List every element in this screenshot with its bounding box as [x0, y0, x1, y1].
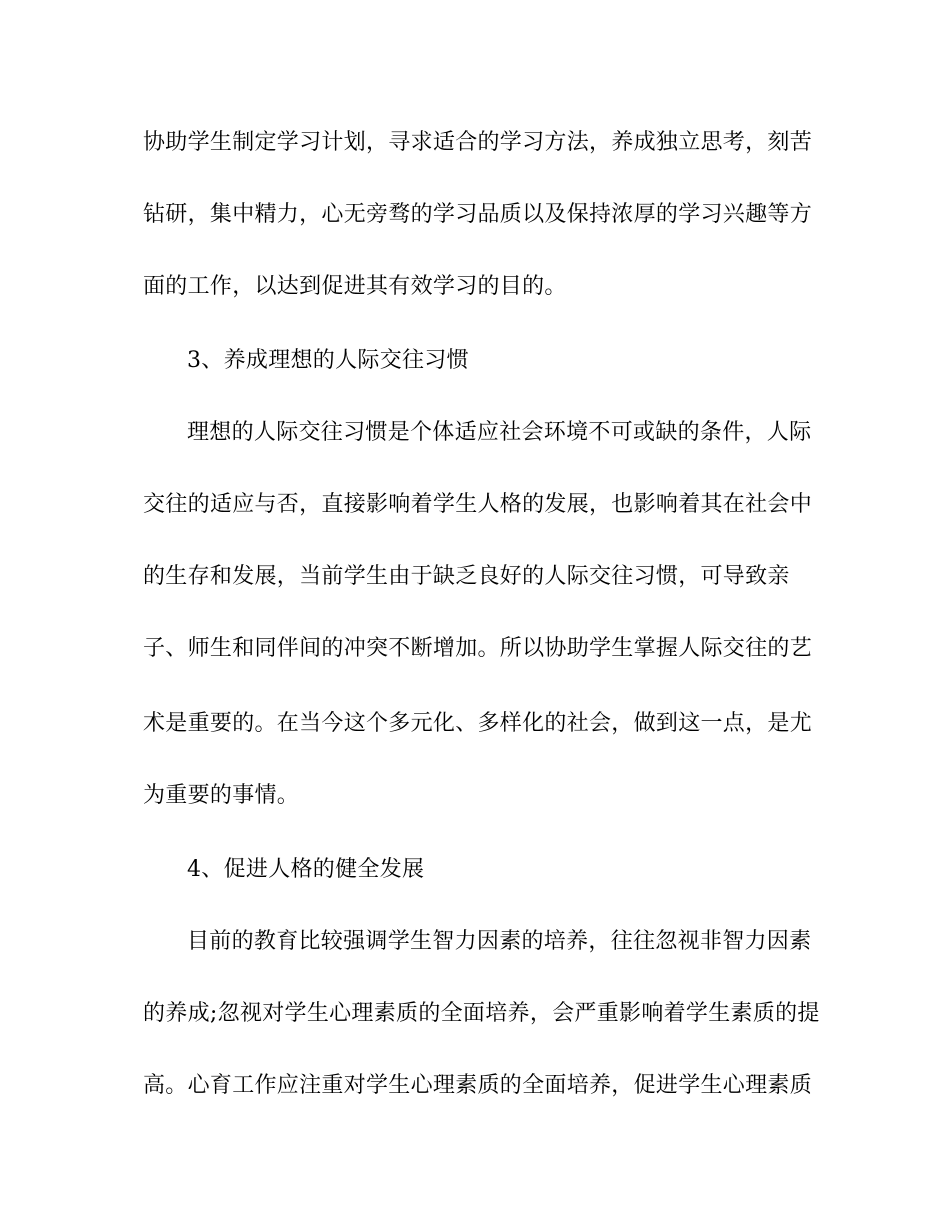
paragraph-line: 钻研，集中精力，心无旁骛的学习品质以及保持浓厚的学习兴趣等方 [143, 202, 813, 227]
paragraph-line: 面的工作，以达到促进其有效学习的目的。 [143, 274, 567, 299]
section-heading: 3、养成理想的人际交往习惯 [187, 348, 469, 373]
paragraph-line: 术是重要的。在当今这个多元化、多样化的社会，做到这一点，是尤 [143, 711, 813, 736]
paragraph-line: 理想的人际交往习惯是个体适应社会环境不可或缺的条件，人际 [187, 420, 812, 445]
paragraph-line: 高。心育工作应注重对学生心理素质的全面培养，促进学生心理素质 [143, 1073, 813, 1098]
paragraph-line: 子、师生和同伴间的冲突不断增加。所以协助学生掌握人际交往的艺 [143, 636, 813, 661]
paragraph-line: 为重要的事情。 [143, 783, 300, 808]
section-heading: 4、促进人格的健全发展 [187, 857, 425, 882]
paragraph-line: 交往的适应与否，直接影响着学生人格的发展，也影响着其在社会中 [143, 492, 813, 517]
paragraph-line: 的生存和发展，当前学生由于缺乏良好的人际交往习惯，可导致亲 [143, 564, 790, 589]
paragraph-line: 目前的教育比较强调学生智力因素的培养，往往忽视非智力因素 [187, 929, 812, 954]
paragraph-line: 协助学生制定学习计划，寻求适合的学习方法，养成独立思考，刻苦 [143, 130, 813, 155]
paragraph-line: 的养成;忽视对学生心理素质的全面培养，会严重影响着学生素质的提 [143, 1001, 820, 1026]
